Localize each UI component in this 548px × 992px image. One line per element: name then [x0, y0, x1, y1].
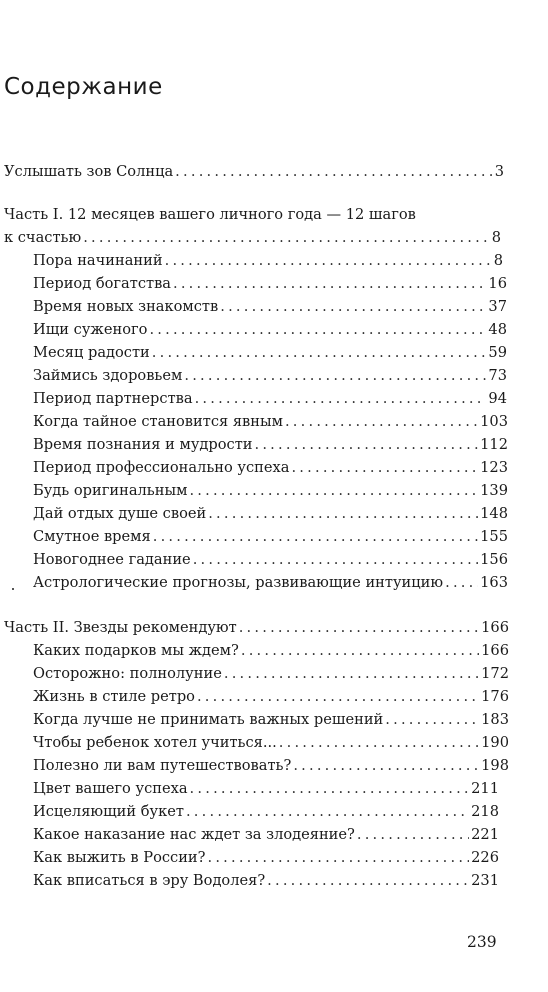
toc-entry-page: 3	[494, 163, 504, 180]
dot-leader	[186, 803, 469, 821]
dot-leader	[173, 275, 486, 293]
toc-subentry	[33, 298, 507, 316]
toc-entry-page: 155	[480, 528, 508, 545]
toc-entry-page: 190	[481, 734, 509, 751]
dot-leader	[207, 849, 469, 867]
toc-subentry	[33, 803, 499, 821]
toc-entry-page: 172	[481, 665, 509, 682]
toc-entry-page: 73	[488, 367, 507, 384]
toc-entry-page: 148	[480, 505, 508, 522]
dot-leader	[357, 826, 469, 844]
toc-entry-page: 176	[481, 688, 509, 705]
dot-leader	[293, 757, 479, 775]
toc-subentry	[33, 665, 509, 683]
toc-entry-page: 94	[488, 390, 507, 407]
toc-entry-title: Время познания и мудрости	[33, 436, 253, 453]
toc-entry-title: Время новых знакомств	[33, 298, 219, 315]
toc-subentry	[33, 436, 508, 454]
toc-entry-title: Когда лучше не принимать важных решений	[33, 711, 384, 728]
dot-leader	[220, 298, 486, 316]
toc-entry-page: 139	[480, 482, 508, 499]
toc-entry-title: Услышать зов Солнца	[4, 163, 174, 180]
dot-leader	[239, 619, 479, 637]
toc-subentry	[33, 528, 508, 546]
toc-entry-title: Дай отдых душе своей	[33, 505, 207, 522]
toc-subentry	[33, 757, 509, 775]
dot-leader	[197, 688, 479, 706]
toc-entry-page: 103	[480, 413, 508, 430]
toc-entry-page: 123	[480, 459, 508, 476]
toc-entry-title: Чтобы ребенок хотел учиться...	[33, 734, 277, 751]
toc-subentry	[33, 505, 508, 523]
toc-entry-page: 8	[491, 229, 501, 246]
toc-entry-title: Какое наказание нас ждет за злодеяние?	[33, 826, 355, 843]
toc-entry-page: 198	[481, 757, 509, 774]
dot-leader	[153, 528, 478, 546]
part1-heading-line1: Часть I. 12 месяцев вашего личного года — 12 шагов	[4, 206, 416, 223]
toc-entry-page: 48	[488, 321, 507, 338]
toc-subentry	[33, 780, 499, 798]
toc-subentry	[33, 711, 509, 729]
toc-entry-part2	[4, 619, 509, 637]
dot-leader	[165, 252, 492, 270]
toc-entry-part1	[4, 229, 501, 247]
dot-leader	[189, 482, 478, 500]
toc-entry-page: 59	[488, 344, 507, 361]
toc-subentry	[33, 872, 499, 890]
toc-subentry	[33, 344, 507, 362]
dot-leader	[190, 780, 470, 798]
toc-entry-page: 166	[481, 642, 509, 659]
toc-entry-title: Когда тайное становится явным	[33, 413, 283, 430]
toc-entry-title: Как вписаться в эру Водолея?	[33, 872, 266, 889]
toc-subentry	[33, 413, 508, 431]
toc-entry-title: Часть II. Звезды рекомендуют	[4, 619, 237, 636]
toc-subentry	[33, 826, 499, 844]
toc-entry-page: 221	[471, 826, 499, 843]
dot-leader	[279, 734, 479, 752]
toc-entry-title: Осторожно: полнолуние	[33, 665, 222, 682]
toc-entry-title: Будь оригинальным	[33, 482, 188, 499]
toc-entry-title: Пора начинаний	[33, 252, 163, 269]
toc-entry-page: 163	[480, 574, 508, 591]
page-number: 239	[467, 933, 497, 951]
toc-entry-title: Жизнь в стиле ретро	[33, 688, 195, 705]
toc-entry-page: 211	[471, 780, 499, 797]
dot-leader	[267, 872, 469, 890]
toc-subentry	[33, 734, 509, 752]
toc-subentry	[33, 482, 508, 500]
dot-leader	[193, 551, 478, 569]
toc-entry-page: 231	[471, 872, 499, 889]
toc-entry-title: Смутное время	[33, 528, 151, 545]
toc-entry-page: 218	[471, 803, 499, 820]
toc-entry-page: 226	[471, 849, 499, 866]
toc-entry-page: 16	[488, 275, 507, 292]
dot-leader	[208, 505, 478, 523]
toc-entry-title: Как выжить в России?	[33, 849, 206, 866]
toc-entry-title: Период богатства	[33, 275, 171, 292]
toc-entry-title: Исцеляющий букет	[33, 803, 184, 820]
toc-entry-title: Займись здоровьем	[33, 367, 183, 384]
dot-leader	[385, 711, 479, 729]
dot-leader	[241, 642, 479, 660]
toc-entry-intro	[4, 163, 504, 181]
toc-entry-title: Полезно ли вам путешествовать?	[33, 757, 292, 774]
dot-leader	[285, 413, 478, 431]
toc-subentry	[33, 574, 508, 592]
toc-entry-title: Новогоднее гадание	[33, 551, 191, 568]
page-title: Содержание	[4, 74, 163, 100]
toc-subentry	[33, 688, 509, 706]
dot-leader	[255, 436, 479, 454]
dot-leader	[445, 574, 478, 592]
dot-leader	[83, 229, 490, 247]
dot-leader	[149, 321, 486, 339]
toc-entry-page: 156	[480, 551, 508, 568]
toc-entry-title: Ищи суженого	[33, 321, 148, 338]
toc-subentry	[33, 642, 509, 660]
scan-speck	[12, 588, 14, 590]
dot-leader	[291, 459, 478, 477]
toc-entry-title: Месяц радости	[33, 344, 150, 361]
dot-leader	[184, 367, 486, 385]
toc-entry-title: Каких подарков мы ждем?	[33, 642, 239, 659]
toc-subentry	[33, 252, 503, 270]
toc-subentry	[33, 459, 508, 477]
dot-leader	[224, 665, 479, 683]
toc-subentry	[33, 849, 499, 867]
dot-leader	[152, 344, 487, 362]
dot-leader	[195, 390, 487, 408]
toc-entry-page: 8	[493, 252, 503, 269]
toc-subentry	[33, 367, 507, 385]
toc-subentry	[33, 390, 507, 408]
toc-entry-title: Цвет вашего успеха	[33, 780, 188, 797]
toc-entry-title: Период профессионально успеха	[33, 459, 290, 476]
dot-leader	[175, 163, 493, 181]
toc-entry-page: 112	[480, 436, 508, 453]
toc-entry-page: 166	[481, 619, 509, 636]
toc-entry-title: Астрологические прогнозы, развивающие интуицию	[33, 574, 444, 591]
toc-entry-page: 37	[488, 298, 507, 315]
toc-entry-title: Период партнерства	[33, 390, 193, 407]
toc-subentry	[33, 321, 507, 339]
toc-entry-page: 183	[481, 711, 509, 728]
toc-entry-title: к счастью	[4, 229, 82, 246]
toc-subentry	[33, 275, 507, 293]
toc-subentry	[33, 551, 508, 569]
